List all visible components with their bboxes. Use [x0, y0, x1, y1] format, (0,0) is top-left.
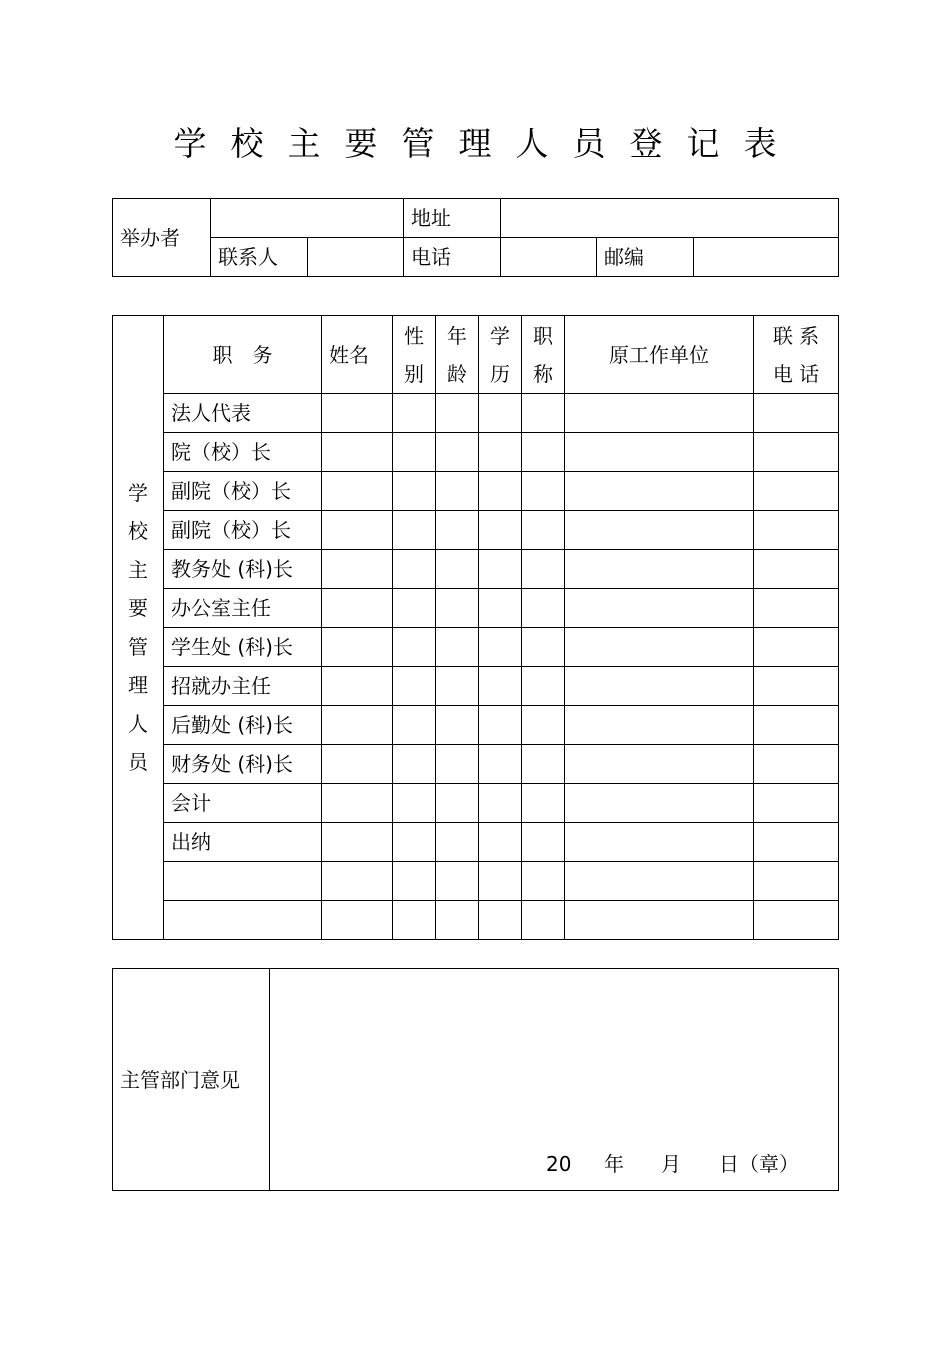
contact-phone-field[interactable] — [754, 745, 839, 784]
title-field[interactable] — [522, 511, 565, 550]
education-field[interactable] — [479, 472, 522, 511]
table-row — [113, 550, 839, 589]
approval-label: 主管部门意见 — [113, 969, 270, 1191]
contact-phone-field[interactable] — [754, 628, 839, 667]
education-field[interactable] — [479, 511, 522, 550]
age-field[interactable] — [436, 706, 479, 745]
table-row — [113, 667, 839, 706]
former-unit-field[interactable] — [565, 823, 754, 862]
position-cell — [164, 862, 322, 901]
former-unit-field[interactable] — [565, 589, 754, 628]
age-field[interactable] — [436, 511, 479, 550]
phone-label: 电话 — [404, 238, 501, 277]
table-row — [113, 511, 839, 550]
header-former-unit: 原工作单位 — [565, 316, 754, 394]
contact-phone-field[interactable] — [754, 667, 839, 706]
name-field[interactable] — [322, 628, 393, 667]
postcode-label: 邮编 — [597, 238, 694, 277]
age-field[interactable] — [436, 589, 479, 628]
gender-field[interactable] — [393, 628, 436, 667]
header-gender: 性 别 — [393, 316, 436, 394]
contact-field[interactable] — [308, 238, 404, 277]
position-cell: 出纳 — [164, 823, 322, 862]
table-row — [113, 589, 839, 628]
name-field[interactable] — [322, 745, 393, 784]
name-field[interactable] — [322, 784, 393, 823]
former-unit-field[interactable] — [565, 394, 754, 433]
education-field[interactable] — [479, 628, 522, 667]
header-position: 职 务 — [164, 316, 322, 394]
former-unit-field[interactable] — [565, 550, 754, 589]
former-unit-field[interactable] — [565, 745, 754, 784]
staff-side-label: 学 校 主 要 管 理 人 员 — [113, 316, 164, 940]
title-field[interactable] — [522, 706, 565, 745]
title-field[interactable] — [522, 628, 565, 667]
approval-date: 20 年 月 日（章） — [546, 1152, 799, 1176]
table-row — [113, 706, 839, 745]
gender-field[interactable] — [393, 823, 436, 862]
contact-phone-field[interactable] — [754, 589, 839, 628]
contact-phone-field[interactable] — [754, 784, 839, 823]
header-age: 年 龄 — [436, 316, 479, 394]
position-cell: 院（校）长 — [164, 433, 322, 472]
gender-field[interactable] — [393, 550, 436, 589]
gender-field[interactable] — [393, 589, 436, 628]
contact-phone-field[interactable] — [754, 472, 839, 511]
title-field[interactable] — [522, 862, 565, 901]
organizer-name-field[interactable] — [211, 199, 404, 238]
organizer-table — [112, 198, 839, 277]
age-field[interactable] — [436, 394, 479, 433]
position-cell: 财务处 (科)长 — [164, 745, 322, 784]
position-cell: 教务处 (科)长 — [164, 550, 322, 589]
table-row — [113, 901, 839, 940]
page-title: 学校主要管理人员登记表 — [173, 124, 801, 163]
name-field[interactable] — [322, 862, 393, 901]
former-unit-field[interactable] — [565, 472, 754, 511]
position-cell: 会计 — [164, 784, 322, 823]
table-row — [113, 433, 839, 472]
education-field[interactable] — [479, 589, 522, 628]
table-row — [113, 394, 839, 433]
former-unit-field[interactable] — [565, 511, 754, 550]
position-cell: 副院（校）长 — [164, 472, 322, 511]
gender-field[interactable] — [393, 472, 436, 511]
age-field[interactable] — [436, 862, 479, 901]
position-cell: 办公室主任 — [164, 589, 322, 628]
contact-phone-field[interactable] — [754, 433, 839, 472]
name-field[interactable] — [322, 472, 393, 511]
table-row — [113, 628, 839, 667]
name-field[interactable] — [322, 394, 393, 433]
age-field[interactable] — [436, 433, 479, 472]
table-row — [113, 823, 839, 862]
former-unit-field[interactable] — [565, 706, 754, 745]
title-field[interactable] — [522, 472, 565, 511]
title-field[interactable] — [522, 823, 565, 862]
gender-field[interactable] — [393, 706, 436, 745]
education-field[interactable] — [479, 745, 522, 784]
name-field[interactable] — [322, 706, 393, 745]
postcode-field[interactable] — [694, 238, 839, 277]
education-field[interactable] — [479, 706, 522, 745]
age-field[interactable] — [436, 823, 479, 862]
education-field[interactable] — [479, 862, 522, 901]
header-title: 职 称 — [522, 316, 565, 394]
contact-phone-field[interactable] — [754, 862, 839, 901]
former-unit-field[interactable] — [565, 862, 754, 901]
header-contact-phone: 联 系 电 话 — [754, 316, 839, 394]
approval-opinion-field[interactable] — [270, 969, 839, 1191]
name-field[interactable] — [322, 589, 393, 628]
age-field[interactable] — [436, 550, 479, 589]
title-field[interactable] — [522, 667, 565, 706]
name-field[interactable] — [322, 667, 393, 706]
gender-field[interactable] — [393, 667, 436, 706]
former-unit-field[interactable] — [565, 901, 754, 940]
header-education: 学 历 — [479, 316, 522, 394]
contact-phone-field[interactable] — [754, 394, 839, 433]
position-cell: 学生处 (科)长 — [164, 628, 322, 667]
staff-table — [112, 315, 839, 940]
address-field[interactable] — [501, 199, 839, 238]
title-field[interactable] — [522, 589, 565, 628]
header-name: 姓名 — [322, 316, 393, 394]
position-cell: 招就办主任 — [164, 667, 322, 706]
name-field[interactable] — [322, 823, 393, 862]
title-field[interactable] — [522, 433, 565, 472]
contact-label: 联系人 — [211, 238, 308, 277]
education-field[interactable] — [479, 667, 522, 706]
organizer-label: 举办者 — [113, 199, 211, 277]
contact-phone-field[interactable] — [754, 550, 839, 589]
title-field[interactable] — [522, 745, 565, 784]
age-field[interactable] — [436, 784, 479, 823]
education-field[interactable] — [479, 550, 522, 589]
education-field[interactable] — [479, 901, 522, 940]
title-field[interactable] — [522, 394, 565, 433]
gender-field[interactable] — [393, 862, 436, 901]
position-cell: 后勤处 (科)长 — [164, 706, 322, 745]
gender-field[interactable] — [393, 433, 436, 472]
table-row — [113, 472, 839, 511]
former-unit-field[interactable] — [565, 784, 754, 823]
age-field[interactable] — [436, 628, 479, 667]
address-label: 地址 — [404, 199, 501, 238]
position-cell — [164, 901, 322, 940]
table-row — [113, 862, 839, 901]
former-unit-field[interactable] — [565, 667, 754, 706]
gender-field[interactable] — [393, 901, 436, 940]
table-row — [113, 745, 839, 784]
title-field[interactable] — [522, 784, 565, 823]
age-field[interactable] — [436, 667, 479, 706]
education-field[interactable] — [479, 433, 522, 472]
education-field[interactable] — [479, 823, 522, 862]
contact-phone-field[interactable] — [754, 511, 839, 550]
former-unit-field[interactable] — [565, 628, 754, 667]
position-cell: 副院（校）长 — [164, 511, 322, 550]
gender-field[interactable] — [393, 745, 436, 784]
contact-phone-field[interactable] — [754, 823, 839, 862]
age-field[interactable] — [436, 901, 479, 940]
name-field[interactable] — [322, 550, 393, 589]
approval-table — [112, 968, 839, 1191]
name-field[interactable] — [322, 433, 393, 472]
title-field[interactable] — [522, 550, 565, 589]
position-cell: 法人代表 — [164, 394, 322, 433]
age-field[interactable] — [436, 745, 479, 784]
gender-field[interactable] — [393, 511, 436, 550]
education-field[interactable] — [479, 784, 522, 823]
title-field[interactable] — [522, 901, 565, 940]
name-field[interactable] — [322, 901, 393, 940]
former-unit-field[interactable] — [565, 433, 754, 472]
name-field[interactable] — [322, 511, 393, 550]
gender-field[interactable] — [393, 784, 436, 823]
age-field[interactable] — [436, 472, 479, 511]
education-field[interactable] — [479, 394, 522, 433]
contact-phone-field[interactable] — [754, 901, 839, 940]
phone-field[interactable] — [501, 238, 597, 277]
contact-phone-field[interactable] — [754, 706, 839, 745]
table-row — [113, 784, 839, 823]
gender-field[interactable] — [393, 394, 436, 433]
